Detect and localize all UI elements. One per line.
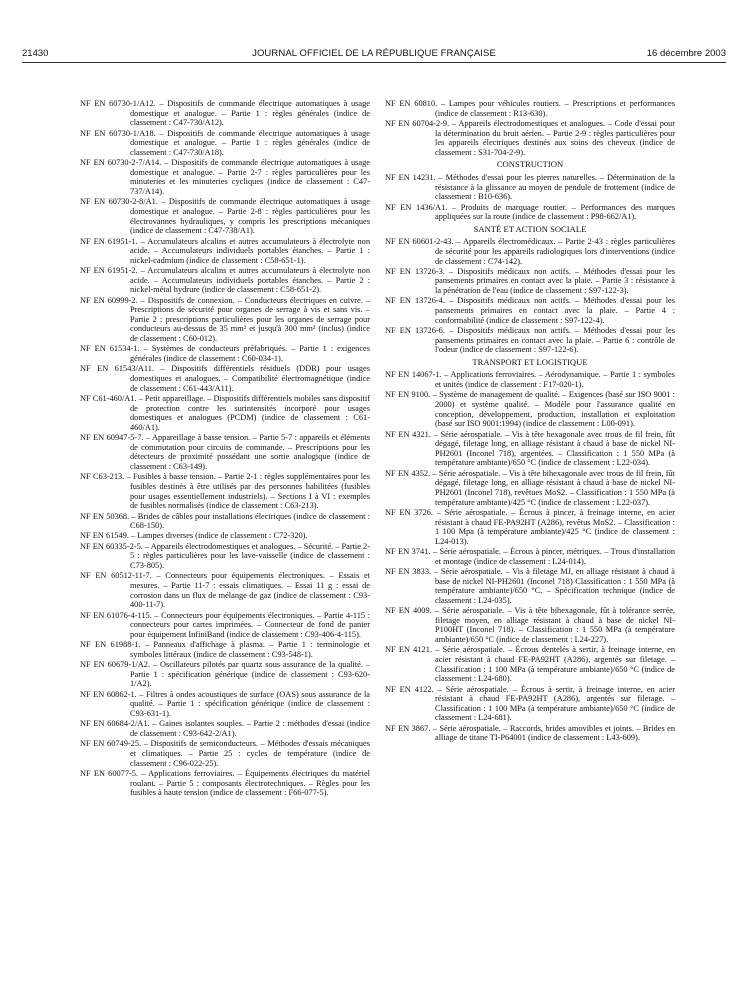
standard-entry: NF EN 61951-1. – Accumulateurs alcalins et autres accumulateurs à électrolyte non acide. – Accumulateurs individuels portables étanches. – Partie 1 : nickel-cadmium (indice de classement : C58-651-1). <box>80 236 370 265</box>
right-column <box>385 99 675 744</box>
standard-entry: NF EN 13726-6. – Dispositifs médicaux non actifs. – Méthodes d'essai pour les pansements primaires en contact avec la plaie. – Partie 6 : contrôle de l'odeur (indice de classement : S97-122-6). <box>385 326 675 355</box>
standard-entry: NF EN 60749-25. – Dispositifs de semiconducteurs. – Méthodes d'essais mécaniques et climatiques. – Partie 25 : cycles de température (indice de classement : C96-022-25). <box>80 739 370 768</box>
standard-entry: NF EN 60999-2. – Dispositifs de connexion. – Conducteurs électriques en cuivre. – Prescriptions de sécurité pour organes de serrage à vis et sans vis. – Partie 2 : prescriptions particulières pour les organes de serrage pour conducteurs au-dessus de 35 mm² et jusqu'à 300 mm² (inclus) (indice de classement : C60-012). <box>80 295 370 344</box>
standard-entry: NF EN 4009. – Série aérospatiale. – Vis à tête bihexagonale, fût à tolérance serrée, filetage moyen, en alliage résistant à chaud à base de nickel NI-P100HT (Inconel 718). – Classification : 1 550 MPa (à température ambiante)/650 °C (indice de classement : L24-227). <box>385 606 675 645</box>
standard-entry: NF EN 60704-2-9. – Appareils électrodomestiques et analogues. – Code d'essai pour la détermination du bruit aérien. – Partie 2-9 : règles particulières pour les appareils électriques destinés aux soins des cheveux (indice de classement : S31-704-2-9). <box>385 118 675 157</box>
standard-entry: NF EN 60730-1/A12. – Dispositifs de commande électrique automatiques à usage domestique et analogue. – Partie 1 : règles générales (indice de classement : C47-730/A12). <box>80 99 370 128</box>
standard-entry: NF EN 60730-2-7/A14. – Dispositifs de commande électrique automatiques à usage domestique et analogue. – Partie 2-7 : règles particulières pour les minuteries et les minuteries cycliques (indice de classement : C47-737/A14). <box>80 158 370 196</box>
standard-entry: NF EN 3833. – Série aérospatiale. – Vis à filetage MJ, en alliage résistant à chaud à base de nickel NI-PH2601 (Inconel 718) Classification : 1 550 MPa (à température ambiante)/650 °C. – Spécification technique (indice de classement : L24-035). <box>385 567 675 605</box>
standard-entry: NF EN 14231. – Méthodes d'essai pour les pierres naturelles. – Détermination de la résistance à la glissance au moyen de pendule de frottement (indice de classement : B10-636). <box>385 172 675 202</box>
standard-entry: NF EN 60947-5-7. – Appareillage à basse tension. – Partie 5-7 : appareils et éléments de commutation pour circuits de commande. – Prescriptions pour les détecteurs de proximité possédant une sortie analogique (indice de classement : C63-149). <box>80 433 370 471</box>
section-heading: SANTÉ ET ACTION SOCIALE <box>473 223 587 234</box>
section-heading: TRANSPORT ET LOGISTIQUE <box>472 356 588 367</box>
left-column <box>80 99 370 798</box>
standard-entry: NF EN 60810. – Lampes pour véhicules routiers. – Prescriptions et performances (indice de classement : R13-630). <box>385 99 675 118</box>
page-number: 21430 <box>22 48 49 59</box>
standard-entry: NF EN 60730-1/A18. – Dispositifs de commande électrique automatiques à usage domestique et analogue. – Partie 1 : règles générales (indice de classement : C47-730/A18). <box>80 128 370 157</box>
standard-entry: NF EN 3726. – Série aérospatiale. – Écrous à pincer, à freinage interne, en acier résistant à chaud FE-PA92HT (A286), revêtus MoS2. – Classification : 1 100 Mpa (à température ambiante)/425 °C (indice de classement : L24-013). <box>385 507 675 546</box>
standard-entry: NF EN 60679-1/A2. – Oscillateurs pilotés par quartz sous assurance de la qualité. – Partie 1 : spécification générique (indice de classement : C93-620-1/A2). <box>80 660 370 689</box>
standard-entry: NF C63-213. – Fusibles à basse tension. – Partie 2-1 : règles supplémentaires pour les fusibles destinés à être utilisés par des personnes habilitées (fusibles pour usages essentiellement industriels). – Sections I à VI : exemples de fusibles normalisés (indice de classement : C63-213). <box>80 472 370 511</box>
standard-entry: NF EN 4122. – Série aérospatiale. – Écrous à sertir, à freinage interne, en acier résistant à chaud FE-PA92HT (A286), argentés sur filetage. – Classification : 1 100 MPa (à température ambiante)/650 °C (indice de classement : L24-681). <box>385 684 675 723</box>
standard-entry: NF EN 61951-2. – Accumulateurs alcalins et autres accumulateurs à électrolyte non acide. – Accumulateurs individuels portables étanches. – Partie 2 : nickel-métal hydrure (indice de classement : C58-651-2). <box>80 266 370 295</box>
standard-entry: NF EN 61549. – Lampes diverses (indice de classement : C72-320). <box>80 531 308 541</box>
standard-entry: NF EN 61534-1. – Systèmes de conducteurs préfabriqués. – Partie 1 : exigences générales (indice de classement : C60-034-1). <box>80 344 370 364</box>
standard-entry: NF C61-460/A1. – Petit appareillage. – Dispositifs différentiels mobiles sans dispositif de protection contre les surintensités incorporé pour usages domestiques et analogues (PCDM) (indice de classement : C61-460/A1). <box>80 393 370 432</box>
standard-entry: NF EN 4121. – Série aérospatiale. – Écrous dentelés à sertir, à freinage interne, en acier résistant à chaud FE-PA92HT (A286), argentés sur filetage. – Classification : 1 100 MPa (à température ambiante)/650 °C (indice de classement : L24-680). <box>385 645 675 684</box>
standard-entry: NF EN 61543/A11. – Dispositifs différentiels résiduels (DDR) pour usages domestiques et analogues. – Compatibilité électromagnétique (indice de classement : C61-443/A11). <box>80 364 370 393</box>
standard-entry: NF EN 61988-1. – Panneaux d'affichage à plasma. – Partie 1 : terminologie et symboles littéraux (indice de classement : C93-548-1). <box>80 640 370 659</box>
standard-entry: NF EN 13726-3. – Dispositifs médicaux non actifs. – Méthodes d'essai pour les pansements primaires en contact avec la plaie. – Partie 3 : résistance à la pénétration de l'eau (indice de classement : S97-122-3). <box>385 266 675 296</box>
standard-entry: NF EN 13726-4. – Dispositifs médicaux non actifs. – Méthodes d'essai pour les pansements primaires en contact avec la plaie. – Partie 4 : conformabilité (indice de classement : S97-122-4). <box>385 296 675 325</box>
standard-entry: NF EN 50368. – Brides de câbles pour installations électriques (indice de classement : C68-150). <box>80 511 370 531</box>
standard-entry: NF EN 60862-1. – Filtres à ondes acoustiques de surface (OAS) sous assurance de la qualité. – Partie 1 : spécification générique (indice de classement : C93-631-1). <box>80 689 370 718</box>
journal-title: JOURNAL OFFICIEL DE LA RÉPUBLIQUE FRANÇAISE <box>252 48 496 59</box>
standard-entry: NF EN 60684-2/A1. – Gaines isolantes souples. – Partie 2 : méthodes d'essai (indice de classement : C93-642-2/A1). <box>80 719 370 738</box>
standard-entry: NF EN 9100. – Système de management de qualité. – Exigences (basé sur ISO 9001 : 2000) et système qualité. – Modèle pour l'assurance qualité en conception, développement, production, installation et exploitation (basé sur ISO 9001:1994) (indice de classement : L00-091). <box>385 390 675 429</box>
issue-date: 16 décembre 2003 <box>646 48 726 59</box>
standard-entry: NF EN 4321. – Série aérospatiale. – Vis à tête hexagonale avec trous de fil frein, fût dégagé, filetage long, en alliage résistant à chaud à base de nickel NI-PH2601 (Inconel 718), argentées. – Classification : 1 550 MPa (à température ambiante)/650 °C (indice de classement : L22-034). <box>385 429 675 468</box>
standard-entry: NF EN 61076-4-115. – Connecteurs pour équipements électroniques. – Partie 4-115 : connecteurs pour cartes imprimées. – Connecteur de fond de panier pour équipement InfiniBand (indice de classement : C93-406-4-115). <box>80 610 370 639</box>
standard-entry: NF EN 3867. – Série aérospatiale. – Raccords, brides amovibles et joints. – Brides en alliage de titane TI-P64001 (indice de classement : L43-609). <box>385 723 675 743</box>
header-rule <box>22 62 726 63</box>
standard-entry: NF EN 1436/A1. – Produits de marquage routier. – Performances des marques appliquées sur la route (indice de classement : P98-662/A1). <box>385 202 675 222</box>
standard-entry: NF EN 4352. – Série aérospatiale. – Vis à tête bihexagonale avec trous de fil frein, fût dégagé, filetage long, en alliage résistant à chaud à base de nickel NI-PH2601 (Inconel 718), revêtues MoS2. – Classification : 1 550 MPa (à température ambiante)/425 °C (indice de classement : L22-037). <box>385 468 675 507</box>
standard-entry: NF EN 60335-2-5. – Appareils électrodomestiques et analogues. – Sécurité. – Partie 2-5 : règles particulières pour les lave-vaisselle (indice de classement : C73-805). <box>80 541 370 571</box>
standard-entry: NF EN 60730-2-8/A1. – Dispositifs de commande électrique automatiques à usage domestique et analogue. – Partie 2-8 : règles particulières pour les électrovannes hydrauliques, y compris les prescriptions mécaniques (indice de classement : C47-738/A1). <box>80 197 370 236</box>
section-heading: CONSTRUCTION <box>496 159 564 170</box>
page-header <box>0 48 748 62</box>
standard-entry: NF EN 60077-5. – Applications ferroviaires. – Équipements électriques du matériel roulant. – Partie 5 : composants électrotechniques. – Règles pour les fusibles à haute tension (indice de classement : F66-077-5). <box>80 768 370 798</box>
standard-entry: NF EN 14067-1. – Applications ferroviaires. – Aérodynamique. – Partie 1 : symboles et unités (indice de classement : F17-020-1). <box>385 370 675 390</box>
standard-entry: NF EN 60601-2-43. – Appareils électromédicaux. – Partie 2-43 : règles particulières de sécurité pour les appareils radiologiques lors d'interventions (indice de classement : C74-142). <box>385 237 675 266</box>
standard-entry: NF EN 60512-11-7. – Connecteurs pour équipements électroniques. – Essais et mesures. – Partie 11-7 : essais climatiques. – Essai 11 g : essai de corrosion dans un flux de mélange de gaz (indice de classement : C93-400-11-7). <box>80 571 370 610</box>
standard-entry: NF EN 3741. – Série aérospatiale. – Écrous à pincer, métriques. – Trous d'installation et montage (indice de classement : L24-014). <box>385 547 675 566</box>
